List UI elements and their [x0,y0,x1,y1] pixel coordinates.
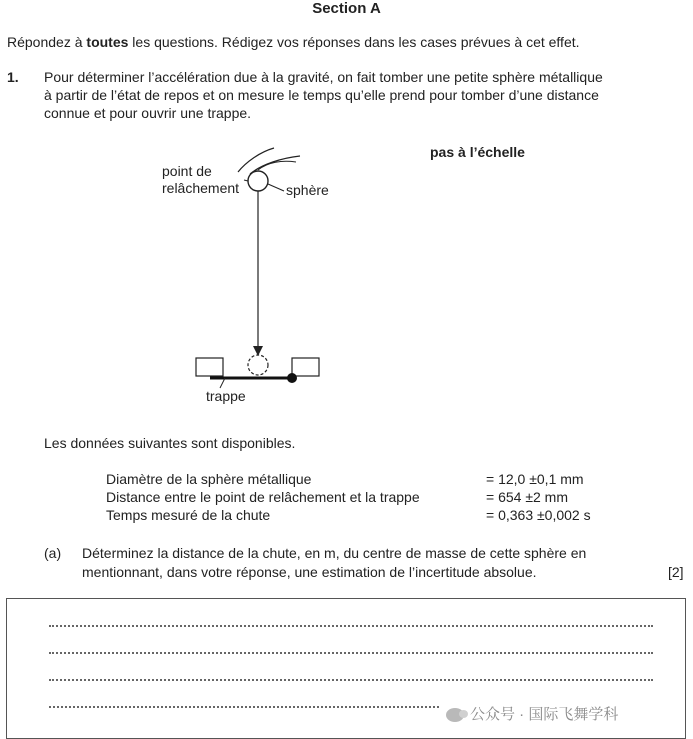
question-line-3: connue et pour ouvrir une trappe. [44,105,252,121]
hand-icon [238,148,274,172]
sphere-release [248,171,268,191]
label-trapdoor: trappe [206,388,246,404]
data-value-distance: = 654 ±2 mm [486,489,568,505]
label-sphere: sphère [286,182,329,198]
question-line-2: à partir de l’état de repos et on mesure le temps qu’elle prend pour tomber d’une distance [44,87,599,103]
data-label-time: Temps mesuré de la chute [106,507,271,523]
section-title: Section A [312,0,381,17]
data-label-distance: Distance entre le point de relâchement et la trappe [106,489,420,505]
instructions-prefix: Répondez à [7,34,87,50]
question-line-1: Pour déterminer l’accélération due à la gravité, on fait tomber une petite sphère métallique [44,69,603,85]
support-left [196,358,223,376]
data-intro: Les données suivantes sont disponibles. [44,435,296,451]
instructions-bold: toutes [86,34,129,50]
wechat-icon [446,708,464,722]
answer-line[interactable] [49,652,653,654]
instructions [7,34,580,50]
hinge [287,373,297,383]
data-value-time: = 0,363 ±0,002 s [486,507,591,523]
label-release-2: relâchement [162,180,240,196]
subquestion-line-1: Déterminez la distance de la chute, en m, du centre de masse de cette sphère en [82,545,587,561]
answer-line[interactable] [49,625,653,627]
answer-line[interactable] [49,679,653,681]
instructions-suffix: les questions. Rédigez vos réponses dans les cases prévues à cet effet. [128,34,580,50]
data-label-diameter: Diamètre de la sphère métallique [106,471,312,487]
subquestion-line-2: mentionnant, dans votre réponse, une estimation de l’incertitude absolue. [82,564,537,580]
data-value-diameter: = 12,0 ±0,1 mm [486,471,584,487]
marks: [2] [668,564,684,580]
subquestion-letter: (a) [44,545,62,561]
support-right [292,358,319,376]
label-release-1: point de [162,163,212,179]
sphere-dashed [248,355,268,375]
scale-note: pas à l’échelle [430,144,525,160]
watermark-text: 公众号 · 国际飞舞学科 [470,706,619,723]
answer-line[interactable] [49,706,439,708]
question-number: 1. [7,69,19,85]
watermark [446,703,618,724]
